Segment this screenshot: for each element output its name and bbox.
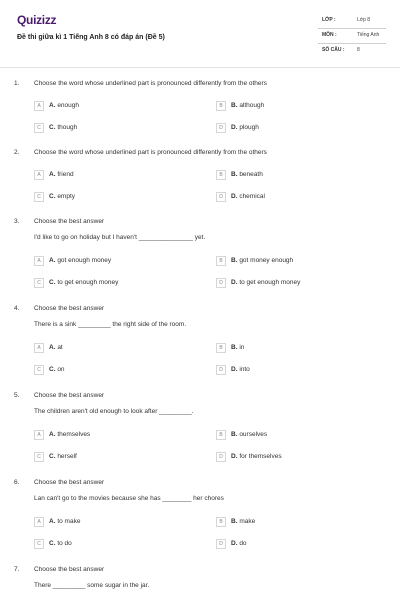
question-number: 7. xyxy=(14,566,20,573)
option-text xyxy=(231,279,300,286)
option-value: enough xyxy=(57,102,80,109)
option-letter-box: B xyxy=(216,170,226,180)
option-letter-box: D xyxy=(216,365,226,375)
option-text xyxy=(231,431,267,438)
option-letter-box: D xyxy=(216,539,226,549)
option-value: chemical xyxy=(239,193,265,200)
question-number: 2. xyxy=(14,149,20,156)
option-letter-box: C xyxy=(34,452,44,462)
option-label: B. xyxy=(231,257,238,264)
option-text xyxy=(231,124,259,131)
question-number: 1. xyxy=(14,80,20,87)
option-letter-box: D xyxy=(216,452,226,462)
option-letter-box: D xyxy=(216,123,226,133)
option-label: C. xyxy=(49,124,56,131)
option-letter-box: B xyxy=(216,517,226,527)
option-text xyxy=(231,102,264,109)
meta-row-subject xyxy=(318,29,386,44)
meta-key: LỚP : xyxy=(322,17,336,23)
option-label: B. xyxy=(231,102,238,109)
option-value: got money enough xyxy=(239,257,294,264)
option-letter-box: B xyxy=(216,430,226,440)
question-prompt: Choose the best answer xyxy=(34,566,105,573)
option-label: D. xyxy=(231,453,238,460)
option-letter-box: A xyxy=(34,170,44,180)
option-text xyxy=(49,171,74,178)
option-text xyxy=(49,124,77,131)
question-sentence: There is a sink _________ the right side of the room. xyxy=(34,321,187,328)
option-letter-box: D xyxy=(216,278,226,288)
meta-value: Lớp 8 xyxy=(357,17,371,23)
option-letter-box: C xyxy=(34,192,44,202)
option-label: A. xyxy=(49,102,56,109)
option-text xyxy=(49,102,79,109)
option-label: A. xyxy=(49,344,56,351)
meta-panel xyxy=(318,14,386,59)
document-title: Đề thi giữa kì 1 Tiếng Anh 8 có đáp án (Đề 5) xyxy=(17,34,165,41)
question-prompt: Choose the word whose underlined part is pronounced differently from the others xyxy=(34,80,267,87)
option-value: though xyxy=(57,124,78,131)
option-value: at xyxy=(57,344,63,351)
option-label: A. xyxy=(49,171,56,178)
option-label: B. xyxy=(231,518,238,525)
option-letter-box: C xyxy=(34,278,44,288)
option-value: themselves xyxy=(57,431,91,438)
question-prompt: Choose the best answer xyxy=(34,305,105,312)
option-label: D. xyxy=(231,193,238,200)
option-label: D. xyxy=(231,540,238,547)
option-label: D. xyxy=(231,124,238,131)
option-letter-box: B xyxy=(216,101,226,111)
option-value: friend xyxy=(57,171,74,178)
meta-value: Tiếng Anh xyxy=(357,32,380,38)
option-value: to make xyxy=(57,518,81,525)
option-value: herself xyxy=(57,453,77,460)
meta-row-class xyxy=(318,14,386,29)
option-label: D. xyxy=(231,279,238,286)
question-number: 6. xyxy=(14,479,20,486)
option-label: B. xyxy=(231,171,238,178)
question-number: 3. xyxy=(14,218,20,225)
question-sentence: The children aren't old enough to look after _________. xyxy=(34,408,194,415)
question-number: 5. xyxy=(14,392,20,399)
option-text xyxy=(49,431,90,438)
option-letter-box: A xyxy=(34,517,44,527)
option-value: to get enough money xyxy=(239,279,301,286)
question-sentence: There _________ some sugar in the jar. xyxy=(34,582,150,589)
option-letter-box: C xyxy=(34,539,44,549)
option-text xyxy=(231,171,263,178)
option-text xyxy=(49,453,77,460)
option-value: empty xyxy=(57,193,76,200)
meta-value: 8 xyxy=(357,47,360,53)
quizizz-logo: Quizizz xyxy=(17,13,57,27)
option-value: for themselves xyxy=(239,453,282,460)
option-letter-box: B xyxy=(216,343,226,353)
option-label: A. xyxy=(49,518,56,525)
question-prompt: Choose the best answer xyxy=(34,479,105,486)
option-value: to get enough money xyxy=(57,279,119,286)
option-text xyxy=(49,257,111,264)
option-label: C. xyxy=(49,453,56,460)
question-number: 4. xyxy=(14,305,20,312)
option-value: to do xyxy=(57,540,72,547)
option-text xyxy=(49,193,75,200)
option-letter-box: A xyxy=(34,343,44,353)
option-text xyxy=(49,366,65,373)
option-text xyxy=(231,540,247,547)
option-text xyxy=(231,257,293,264)
option-text xyxy=(49,518,80,525)
option-value: got enough money xyxy=(57,257,112,264)
meta-key: MÔN : xyxy=(322,32,337,38)
question-prompt: Choose the best answer xyxy=(34,218,105,225)
meta-key: SỐ CÂU : xyxy=(322,47,345,53)
header-divider xyxy=(0,67,400,68)
meta-row-count xyxy=(318,44,386,59)
option-text xyxy=(231,518,255,525)
option-letter-box: A xyxy=(34,101,44,111)
option-value: into xyxy=(239,366,250,373)
option-letter-box: C xyxy=(34,365,44,375)
option-value: on xyxy=(57,366,65,373)
option-value: beneath xyxy=(239,171,263,178)
option-letter-box: A xyxy=(34,256,44,266)
option-value: plough xyxy=(239,124,259,131)
option-text xyxy=(49,279,118,286)
question-prompt: Choose the word whose underlined part is pronounced differently from the others xyxy=(34,149,267,156)
option-value: do xyxy=(239,540,247,547)
option-text xyxy=(231,366,250,373)
option-value: although xyxy=(239,102,265,109)
option-label: C. xyxy=(49,540,56,547)
option-label: A. xyxy=(49,257,56,264)
option-value: in xyxy=(239,344,245,351)
option-value: ourselves xyxy=(239,431,268,438)
quiz-header xyxy=(0,0,400,64)
option-letter-box: C xyxy=(34,123,44,133)
option-letter-box: B xyxy=(216,256,226,266)
option-label: B. xyxy=(231,431,238,438)
option-letter-box: D xyxy=(216,192,226,202)
option-value: make xyxy=(239,518,256,525)
option-label: D. xyxy=(231,366,238,373)
question-sentence: I'd like to go on holiday but I haven't _______________ yet. xyxy=(34,234,206,241)
question-sentence: Lan can't go to the movies because she has ________ her chores xyxy=(34,495,224,502)
option-text xyxy=(49,540,72,547)
option-label: C. xyxy=(49,279,56,286)
option-text xyxy=(49,344,63,351)
option-label: B. xyxy=(231,344,238,351)
option-text xyxy=(231,453,282,460)
option-label: A. xyxy=(49,431,56,438)
option-text xyxy=(231,193,265,200)
option-label: C. xyxy=(49,366,56,373)
question-prompt: Choose the best answer xyxy=(34,392,105,399)
option-label: C. xyxy=(49,193,56,200)
option-letter-box: A xyxy=(34,430,44,440)
option-text xyxy=(231,344,244,351)
